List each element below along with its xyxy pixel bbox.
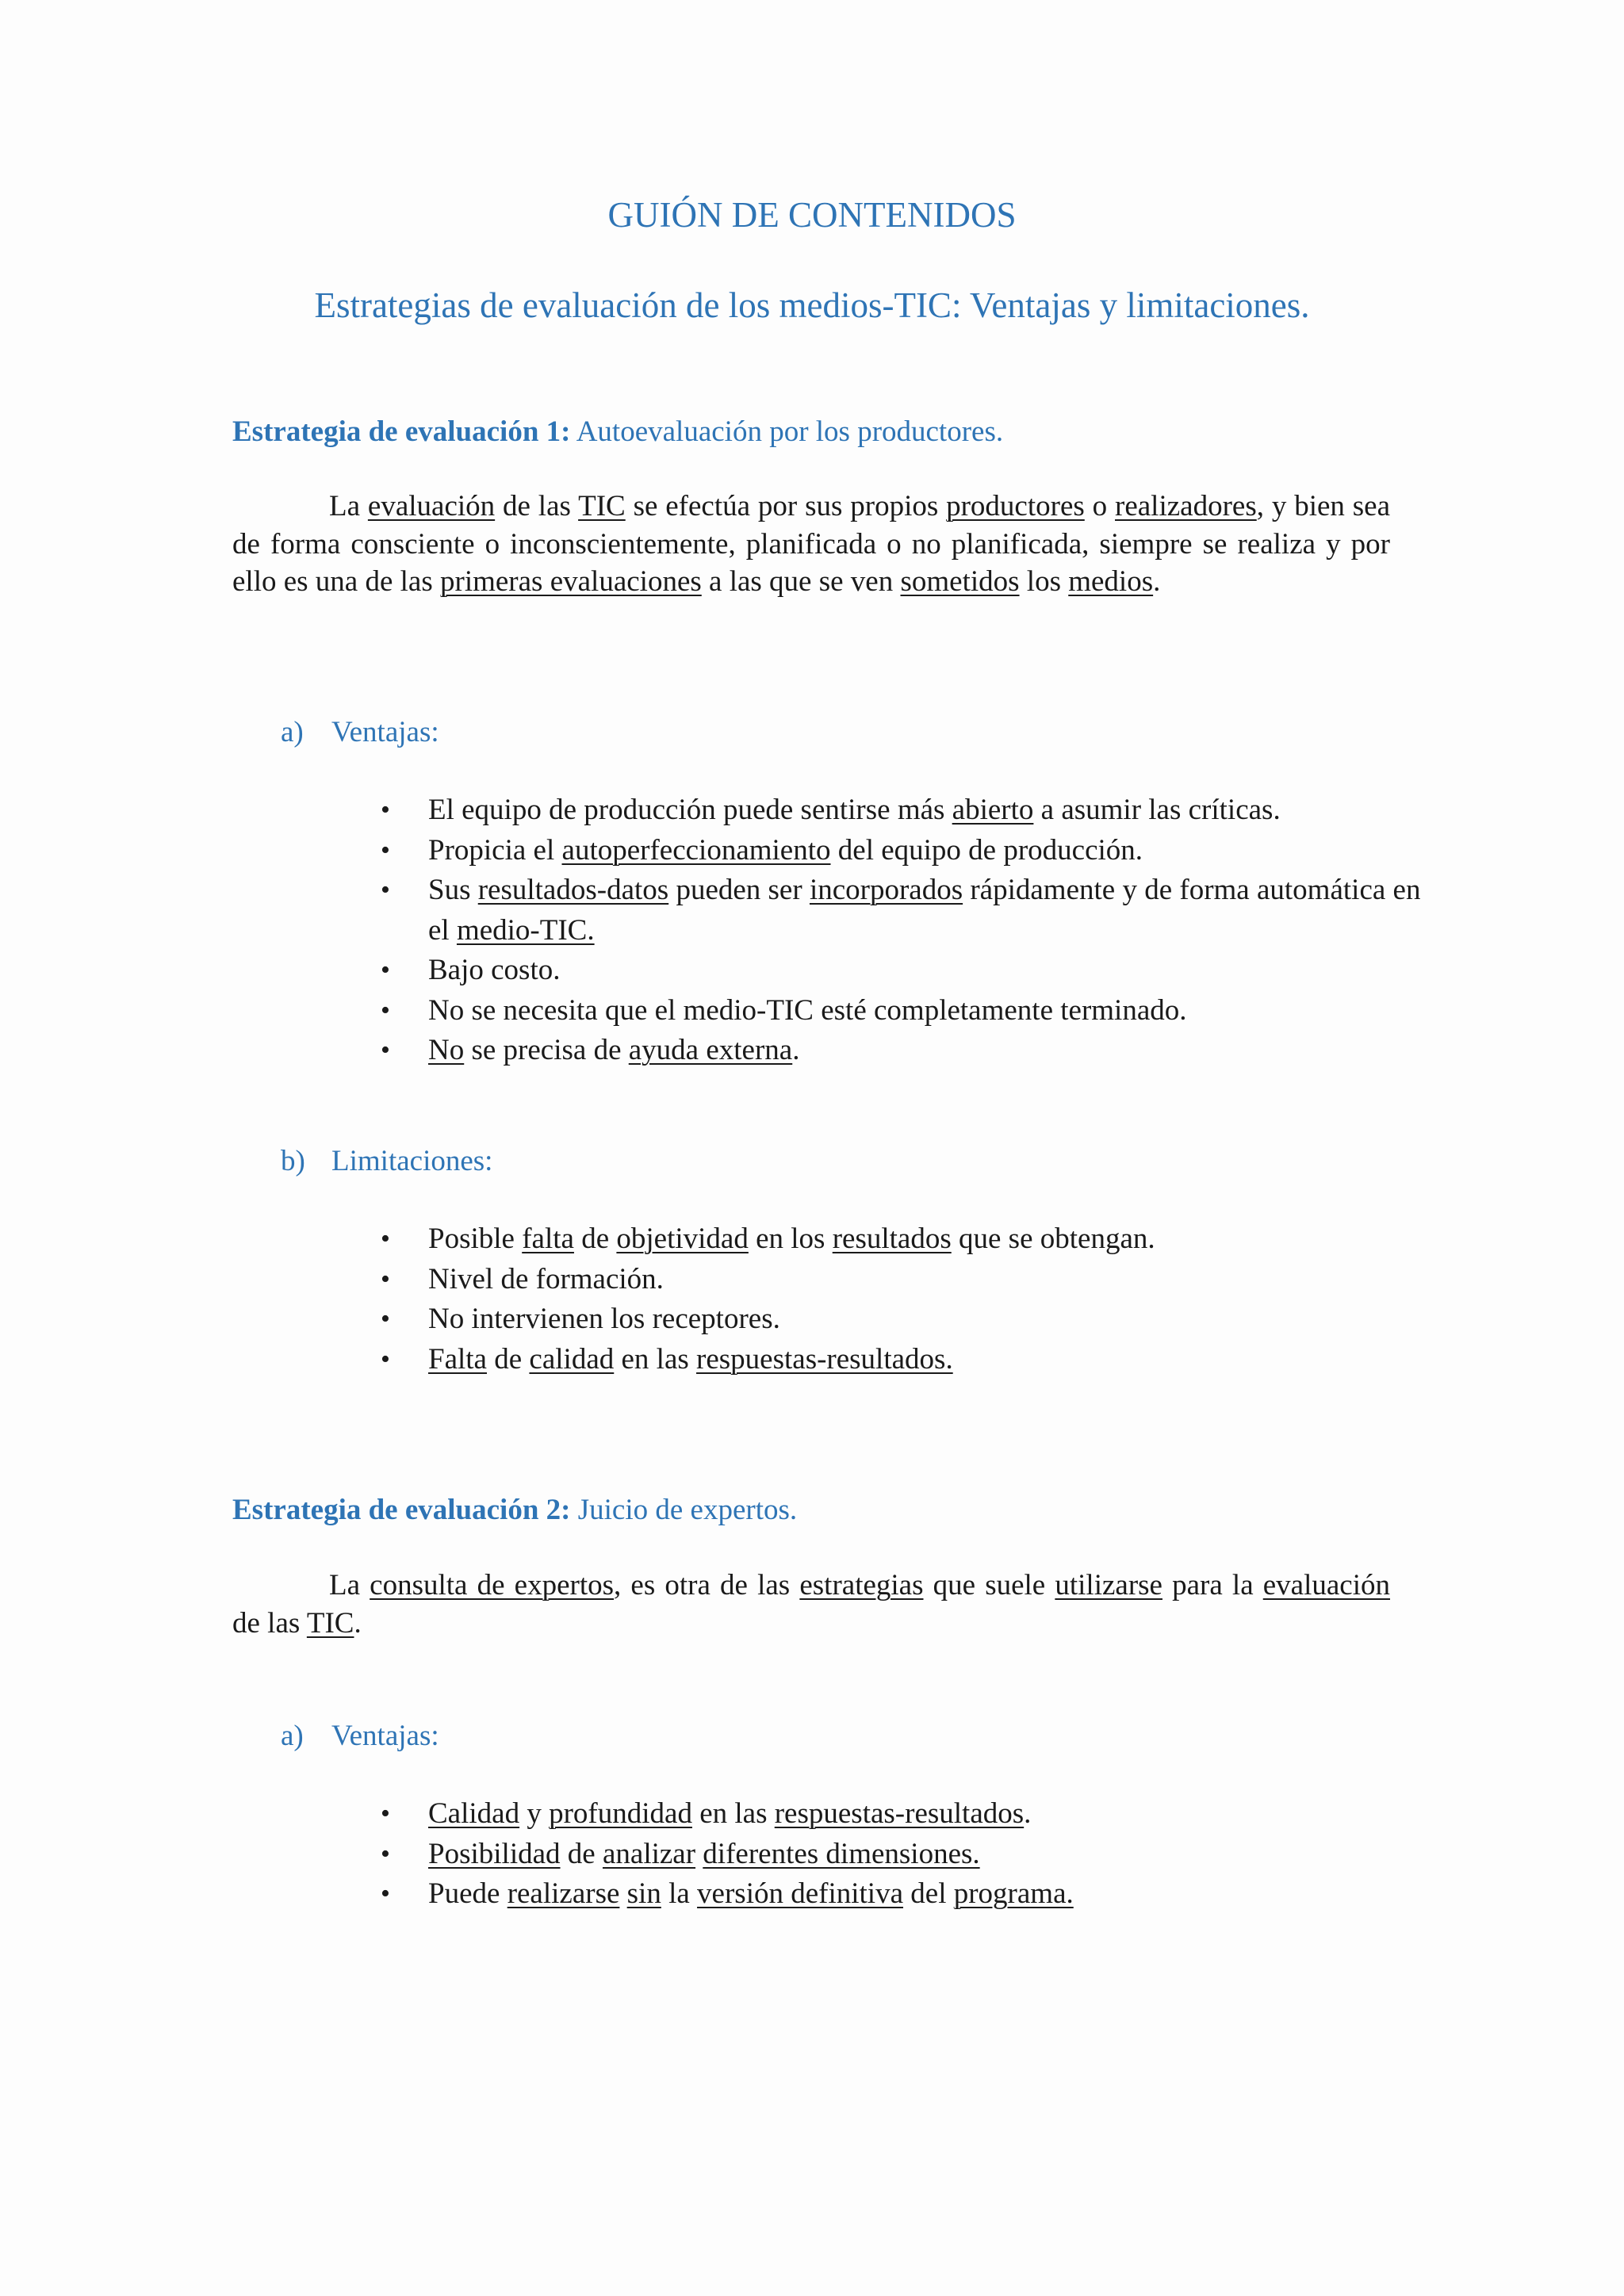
strategy-2-advantages-list bbox=[381, 1794, 1074, 1915]
list-item-text: No se precisa de ayuda externa. bbox=[428, 1034, 800, 1066]
advantages-label: Ventajas: bbox=[331, 716, 439, 748]
underlined-term: versión definitiva bbox=[697, 1877, 904, 1910]
limitation-item bbox=[381, 1340, 1427, 1380]
strategy-1-advantages-heading bbox=[281, 714, 439, 752]
strategy-2-heading bbox=[232, 1491, 797, 1529]
limitation-item bbox=[381, 1260, 1427, 1300]
strategy-1-paragraph: La evaluación de las TIC se efectúa por sus propios productores o realizadores, y bien sea de forma consciente o inconscientemente, planificada o no planificada, siempre se realiza y por ello es una de las primeras evaluaciones a las que se ven sometidos los medios. bbox=[232, 490, 1391, 598]
limitation-item bbox=[381, 1299, 1427, 1340]
bullet-icon: • bbox=[381, 1799, 390, 1828]
advantage-item bbox=[381, 1835, 1074, 1875]
strategy-1-limitations-heading bbox=[281, 1142, 492, 1181]
document-title: GUIÓN DE CONTENIDOS bbox=[607, 195, 1017, 235]
list-item-text: Propicia el autoperfeccionamiento del equipo de producción. bbox=[428, 833, 1143, 867]
advantages-label: Ventajas: bbox=[331, 1720, 439, 1752]
document-subtitle: Estrategias de evaluación de los medios-TIC: Ventajas y limitaciones. bbox=[314, 285, 1310, 325]
underlined-term: Posibilidad bbox=[428, 1837, 561, 1870]
advantage-item bbox=[381, 1874, 1074, 1915]
bullet-icon: • bbox=[381, 1035, 390, 1065]
bullet-icon: • bbox=[381, 835, 390, 865]
advantage-item bbox=[381, 790, 1427, 831]
list-item-text: Sus resultados-datos pueden ser incorporados rápidamente y de forma automática en el medio-TIC. bbox=[428, 874, 1421, 947]
bullet-icon: • bbox=[381, 795, 390, 825]
underlined-term: medio-TIC. bbox=[456, 913, 595, 947]
underlined-term: falta bbox=[522, 1223, 574, 1255]
underlined-term: TIC bbox=[578, 490, 626, 522]
underlined-term: No bbox=[428, 1034, 465, 1066]
underlined-term: abierto bbox=[952, 794, 1034, 826]
underlined-term: evaluación bbox=[367, 490, 496, 522]
strategy-1-limitations-list bbox=[381, 1219, 1427, 1380]
advantages-letter: a) bbox=[281, 1720, 304, 1752]
underlined-term: profundidad bbox=[549, 1797, 692, 1830]
advantages-letter: a) bbox=[281, 716, 304, 748]
advantage-item bbox=[381, 1031, 1427, 1071]
list-item-text: No se necesita que el medio-TIC esté completamente terminado. bbox=[428, 993, 1187, 1027]
underlined-term: objetividad bbox=[616, 1223, 749, 1255]
underlined-term: realizarse bbox=[507, 1877, 620, 1910]
list-item-text: Nivel de formación. bbox=[428, 1262, 664, 1295]
bullet-icon: • bbox=[381, 1224, 390, 1253]
list-item-text: Calidad y profundidad en las respuestas-resultados. bbox=[428, 1797, 1032, 1830]
bullet-icon: • bbox=[381, 955, 390, 985]
advantage-item bbox=[381, 1794, 1074, 1835]
advantage-item bbox=[381, 991, 1427, 1031]
bullet-icon: • bbox=[381, 1879, 390, 1908]
underlined-term: respuestas-resultados bbox=[774, 1797, 1025, 1830]
list-item-text: Posible falta de objetividad en los resultados que se obtengan. bbox=[428, 1223, 1155, 1255]
limitation-item bbox=[381, 1219, 1427, 1260]
underlined-term: Falta bbox=[428, 1342, 487, 1376]
list-item-text: Posibilidad de analizar diferentes dimensiones. bbox=[428, 1837, 980, 1870]
advantage-item bbox=[381, 951, 1427, 991]
bullet-icon: • bbox=[381, 875, 390, 905]
bullet-icon: • bbox=[381, 1304, 390, 1334]
strategy-1-name: Autoevaluación por los productores. bbox=[570, 415, 1004, 448]
underlined-term: autoperfeccionamiento bbox=[561, 833, 831, 867]
underlined-term: primeras evaluaciones bbox=[440, 565, 702, 598]
underlined-term: realizadores bbox=[1115, 490, 1257, 522]
underlined-term: medios bbox=[1068, 565, 1154, 598]
underlined-term: evaluación bbox=[1262, 1569, 1390, 1601]
underlined-term: programa. bbox=[953, 1877, 1074, 1910]
underlined-term: consulta de expertos bbox=[370, 1569, 615, 1601]
underlined-term: TIC bbox=[306, 1606, 354, 1640]
underlined-term: Calidad bbox=[428, 1797, 520, 1830]
underlined-term: resultados bbox=[832, 1223, 952, 1255]
strategy-2-label: Estrategia de evaluación 2: bbox=[232, 1494, 571, 1526]
limitations-letter: b) bbox=[281, 1145, 305, 1177]
underlined-term: diferentes dimensiones. bbox=[703, 1837, 980, 1870]
list-item-text: No intervienen los receptores. bbox=[428, 1303, 780, 1335]
list-item-text: Falta de calidad en las respuestas-resultados. bbox=[428, 1342, 953, 1376]
underlined-term: ayuda externa bbox=[628, 1034, 793, 1066]
underlined-term: calidad bbox=[529, 1342, 615, 1376]
bullet-icon: • bbox=[381, 1264, 390, 1294]
strategy-2-paragraph: La consulta de expertos, es otra de las estrategias que suele utilizarse para la evaluación de las TIC. bbox=[232, 1569, 1390, 1640]
underlined-term: sin bbox=[626, 1877, 661, 1910]
underlined-term: sometidos bbox=[900, 565, 1020, 598]
underlined-term: utilizarse bbox=[1055, 1569, 1162, 1601]
limitations-label: Limitaciones: bbox=[331, 1145, 493, 1177]
underlined-term: estrategias bbox=[799, 1569, 924, 1601]
strategy-1-label: Estrategia de evaluación 1: bbox=[232, 415, 571, 448]
strategy-2-name: Juicio de expertos. bbox=[570, 1494, 798, 1526]
list-item-text: El equipo de producción puede sentirse más abierto a asumir las críticas. bbox=[428, 794, 1281, 826]
strategy-1-advantages-list bbox=[381, 790, 1427, 1071]
strategy-1-heading bbox=[232, 413, 1003, 451]
underlined-term: productores bbox=[946, 490, 1085, 522]
bullet-icon: • bbox=[381, 995, 390, 1025]
bullet-icon: • bbox=[381, 1344, 390, 1374]
advantage-item bbox=[381, 871, 1427, 951]
strategy-2-advantages-heading bbox=[281, 1717, 439, 1755]
list-item-text: Puede realizarse sin la versión definitiva del programa. bbox=[428, 1877, 1074, 1910]
underlined-term: incorporados bbox=[809, 874, 963, 906]
underlined-term: analizar bbox=[602, 1837, 696, 1870]
list-item-text: Bajo costo. bbox=[428, 954, 561, 986]
underlined-term: resultados-datos bbox=[477, 874, 669, 906]
underlined-term: respuestas-resultados. bbox=[696, 1342, 953, 1376]
advantage-item bbox=[381, 831, 1427, 871]
bullet-icon: • bbox=[381, 1839, 390, 1869]
